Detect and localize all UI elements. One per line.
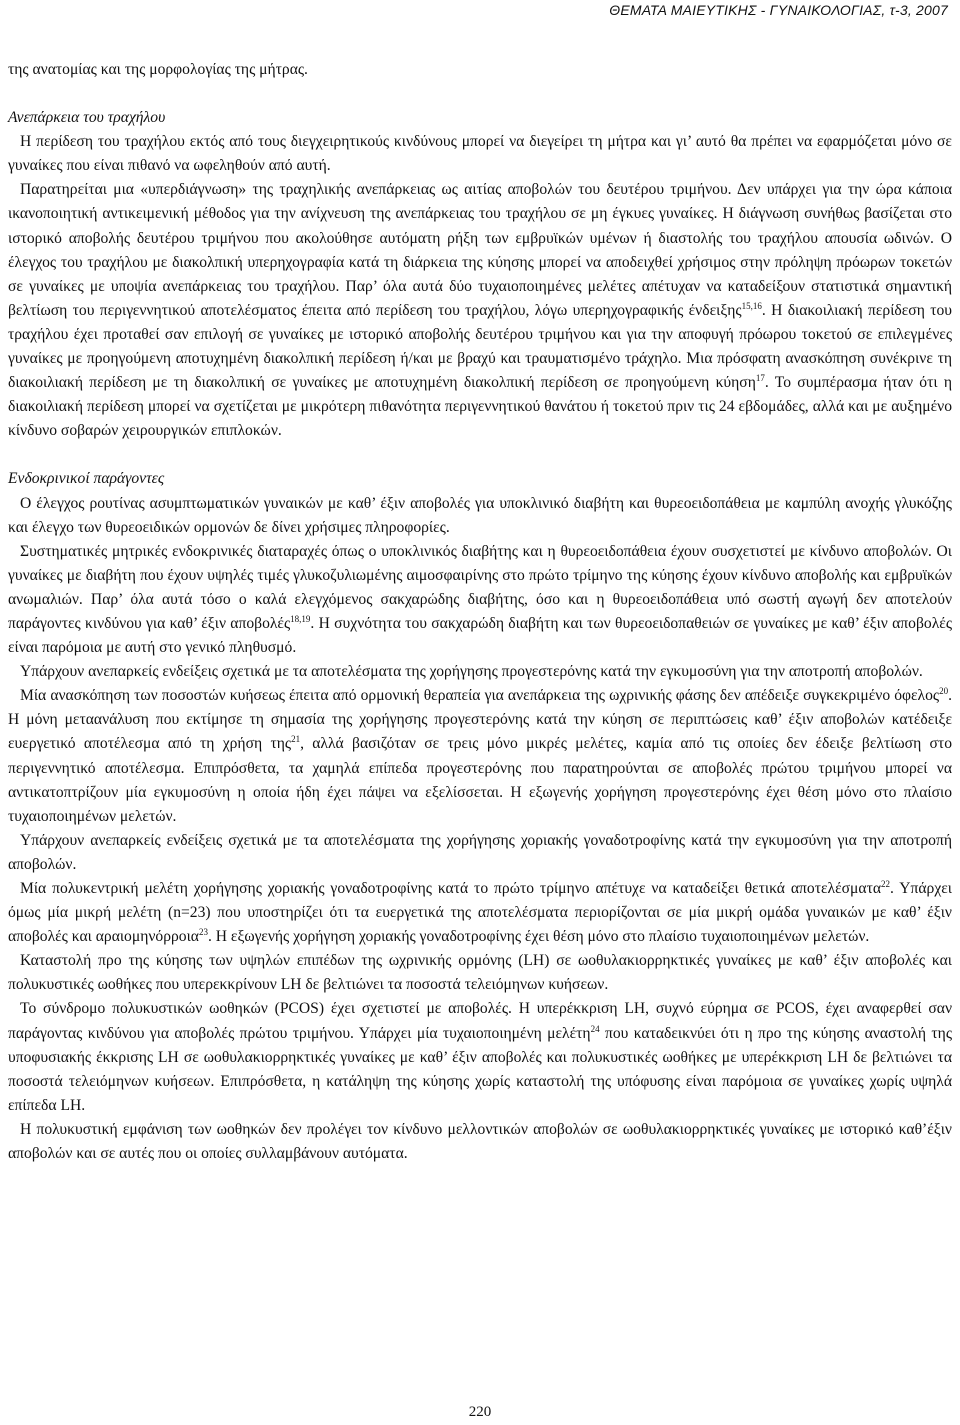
paragraph (8, 178, 952, 443)
paragraph-gap (8, 82, 952, 106)
text-run: Μία ανασκόπηση των ποσοστών κυήσεως έπειτα από ορμονική θεραπεία για ανεπάρκεια της ωχρινικής φάσης δεν απέδειξε συγκεκριμένο όφελος (20, 687, 940, 705)
citation-ref: 17 (755, 373, 765, 384)
text-run: . Υπάρχει όμως μία μικρή μελέτη (n=23) που υποστηρίζει ότι τα ευεργετικά της αποτελέσματα περιορίζονται σε μία μικρή ομάδα γυναικών με καθ’ έξιν αποβολές και αραιομηνόρροια (8, 880, 953, 946)
article-body (8, 58, 952, 1166)
text-run: . Το συμπέρασμα ήταν ότι η διακοιλιακή περίδεση μπορεί να σχετίζεται με μικρότερη πιθανότητα περιγεννητικού θανάτου ή τοκετού πριν τις 24 εβδομάδες, αλλά και με αυξημένο κίνδυνο σοβαρών χειρουργικών επιπλοκών. (8, 374, 952, 440)
citation-ref: 24 (590, 1023, 600, 1034)
citation-ref: 18,19 (290, 613, 311, 624)
text-run: Παρατηρείται μια «υπερδιάγνωση» της τραχηλικής ανεπάρκειας ως αιτίας αποβολών του δευτέρου τριμήνου. Δεν υπάρχει για την ώρα κάποια ικανοποιητική αντικειμενική μέθοδος για την ανίχνευση της ανεπάρκειας του τραχήλου σε μη έγκυες γυναίκες. Η διάγνωση συνήθως βασίζεται στο ιστορικό αποβολής δευτέρου τριμήνου που ακολούθησε αυτόματη ρήξη των εμβρυϊκών υμένων ή διαστολής του τραχήλου απουσία ωδινών. Ο έλεγχος του τραχήλου με διακολπική υπερηχογραφία κατά τη διάρκεια της κύησης μπορεί να αποδειχθεί χρήσιμος στην πρόληψη πρόωρων τοκετών σε γυναίκες με υποψία ανεπάρκειας του τραχήλου. Παρ’ όλα αυτά δύο τυχαιοποιημένες μελέτες απέτυχαν να καταδείξουν στατιστικά σημαντική βελτίωση του περιγεννητικού αποτελέσματος έπειτα από περίδεση του τραχήλου, λόγω υπερηχογραφικής ένδειξης (8, 181, 952, 319)
section-heading-cervix: Ανεπάρκεια του τραχήλου (8, 109, 166, 127)
paragraph (8, 997, 952, 1117)
text-run: . Η εξωγενής χορήγηση χοριακής γοναδοτροφίνης έχει θέση μόνο στο πλαίσιο τυχαιοποιημένων μελετών. (207, 928, 870, 946)
page-number: 220 (468, 1404, 492, 1420)
citation-ref: 15,16 (741, 300, 762, 311)
paragraph: Καταστολή προ της κύησης των υψηλών επιπέδων της ωχρινικής ορμόνης (LH) σε ωοθυλακιορρηκτικές γυναίκες με καθ’ έξιν αποβολές και πολυκυστικές ωοθήκες που υπερεκκρίνουν LH δε βελτιώνει τα ποσοστά τελειόμηνων κυήσεων. (8, 952, 952, 994)
text-run: Συστηματικές μητρικές ενδοκρινικές διαταραχές όπως ο υποκλινικός διαβήτης και η θυρεοειδοπάθεια έχουν συσχετιστεί με κίνδυνο αποβολών. Οι γυναίκες με διαβήτη που έχουν υψηλές τιμές γλυκοζυλιωμένης αιμοσφαιρίνης στο πρώτο τρίμηνο της κύησης έχουν κίνδυνο αποβολής και εμβρυϊκών ανωμαλιών. Παρ’ όλα αυτά τόσο ο καλά ελεγχόμενος σακχαρώδης διαβήτης, όσο και η θυρεοειδοπάθεια υπό σωστή αγωγή δεν αποτελούν παράγοντες κινδύνου για καθ’ έξιν αποβολές (8, 542, 952, 632)
citation-ref: 23 (198, 927, 208, 938)
paragraph: Ο έλεγχος ρουτίνας ασυμπτωματικών γυναικών με καθ’ έξιν αποβολές για υποκλινικό διαβήτη και θυρεοειδοπάθεια με καμπύλη ανοχής γλυκόζης και έλεγχο των θυρεοειδικών ορμονών δε δίνει χρήσιμες πληροφορίες. (8, 494, 952, 536)
intro-fragment: της ανατομίας και της μορφολογίας της μήτρας. (8, 61, 308, 78)
paragraph: Η πολυκυστική εμφάνιση των ωοθηκών δεν προλέγει τον κίνδυνο μελλοντικών αποβολών σε ωοθυλακιορρηκτικές γυναίκες με ιστορικό καθ’έξιν αποβολών και σε αυτές που οι οποίες συλλαμβάνουν αυτόματα. (8, 1120, 952, 1163)
text-run: Μία πολυκεντρική μελέτη χορήγησης χοριακής γοναδοτροφίνης κατά το πρώτο τρίμηνο απέτυχε να καταδείξει θετικά αποτελέσματα (20, 880, 882, 897)
citation-ref: 22 (881, 879, 891, 889)
citation-ref: 21 (291, 734, 301, 745)
paragraph: Υπάρχουν ανεπαρκείς ενδείξεις σχετικά με τα αποτελέσματα της χορήγησης προγεστερόνης κατά την εγκυμοσύνη για την αποτροπή αποβολών. (20, 663, 923, 681)
text-run: . Η συχνότητα του σακχαρώδη διαβήτη και των θυρεοειδοπαθειών σε γυναίκες με καθ’ έξιν αποβολές είναι παρόμοια με αυτή στο γενικό πληθυσμό. (8, 614, 952, 657)
citation-ref: 20 (939, 686, 949, 697)
running-head: ΘΕΜΑΤΑ ΜΑΙΕΥΤΙΚΗΣ - ΓΥΝΑΙΚΟΛΟΓΙΑΣ, τ-3, 2007 (609, 2, 948, 18)
text-run: , αλλά βασιζόταν σε τρεις μόνο μικρές μελέτες, καμία από τις οποίες δεν έδειξε βελτίωση στο περιγεννητικό αποτέλεσμα. Επιπρόσθετα, τα χαμηλά επίπεδα προγεστερόνης που παρατηρούνται σε αποβολές πρώτου τριμήνου μπορεί να αντικατοπτρίζουν μία εγκυμοσύνη η οποία ήδη έχει πάψει να εξελίσσεται. Η εξωγενής χορήγηση προγεστερόνης έχει θέση μόνο στο πλαίσιο τυχαιοποιημένων μελετών. (8, 735, 952, 825)
text-run: . Η διακοιλιακή περίδεση του τραχήλου έχει προταθεί σαν επιλογή σε γυναίκες με ιστορικό αποβολής δευτέρου τριμήνου και για την αποφυγή πρόωρου τοκετού σε επιλεγμένες γυναίκες με προηγούμενη αποτυχημένη διακολπική περίδεση ή/και με βραχύ και τραυματισμένο τράχηλο. Μια πρόσφατη ανασκόπηση συνέκρινε τη διακοιλιακή περίδεση με τη διακολπική σε γυναίκες με αποτυχημένη διακολπική περίδεση σε προηγούμενη κύηση (8, 301, 952, 392)
text-run: που καταδεικνύει ότι η προ της κύησης αναστολή της υποφυσιακής έκκρισης LH σε ωοθυλακιορρηκτικές γυναίκες με καθ’ έξιν αποβολές και πολυκυστικές ωοθήκες με υπερέκκριση LH δε βελτιώνει τα ποσοστά τελειόμηνων κυήσεων. Επιπρόσθετα, η κατάληψη της κύησης χωρίς καταστολή της υπόφυσης είναι παρόμοια σε γυναίκες χωρίς υψηλά επίπεδα LH. (8, 1024, 952, 1114)
paragraph: Υπάρχουν ανεπαρκείς ενδείξεις σχετικά με τα αποτελέσματα της χορήγησης χοριακής γοναδοτροφίνης κατά την εγκυμοσύνη για την αποτροπή αποβολών. (8, 831, 952, 873)
paragraph: Η περίδεση του τραχήλου εκτός από τους διεγχειρητικούς κινδύνους μπορεί να διεγείρει τη μήτρα και γι’ αυτό θα πρέπει να εφαρμόζεται μόνο σε γυναίκες που είναι πιθανό να ωφεληθούν από αυτή. (8, 133, 952, 175)
paragraph (8, 540, 952, 660)
paragraph (8, 684, 952, 829)
text-run: . Η μόνη μεταανάλυση που εκτίμησε τη σημασία της χορήγησης προγεστερόνης κατά την κύηση σε περιπτώσεις καθ’ έξιν αποβολών κατέδειξε ευεργετικό αποτέλεσμα από τη χρήση της (8, 687, 952, 753)
text-run: Το σύνδρομο πολυκυστικών ωοθηκών (PCOS) έχει σχετιστεί με αποβολές. Η υπερέκκριση LH, συχνό εύρημα σε PCOS, έχει αναφερθεί σαν παράγοντας κινδύνου για αποβολές πρώτου τριμήνου. Υπάρχει μία τυχαιοποιημένη μελέτη (8, 1000, 952, 1042)
paragraph (8, 877, 952, 949)
section-heading-endocrine: Ενδοκρινικοί παράγοντες (8, 470, 165, 488)
paragraph-gap (8, 443, 952, 467)
